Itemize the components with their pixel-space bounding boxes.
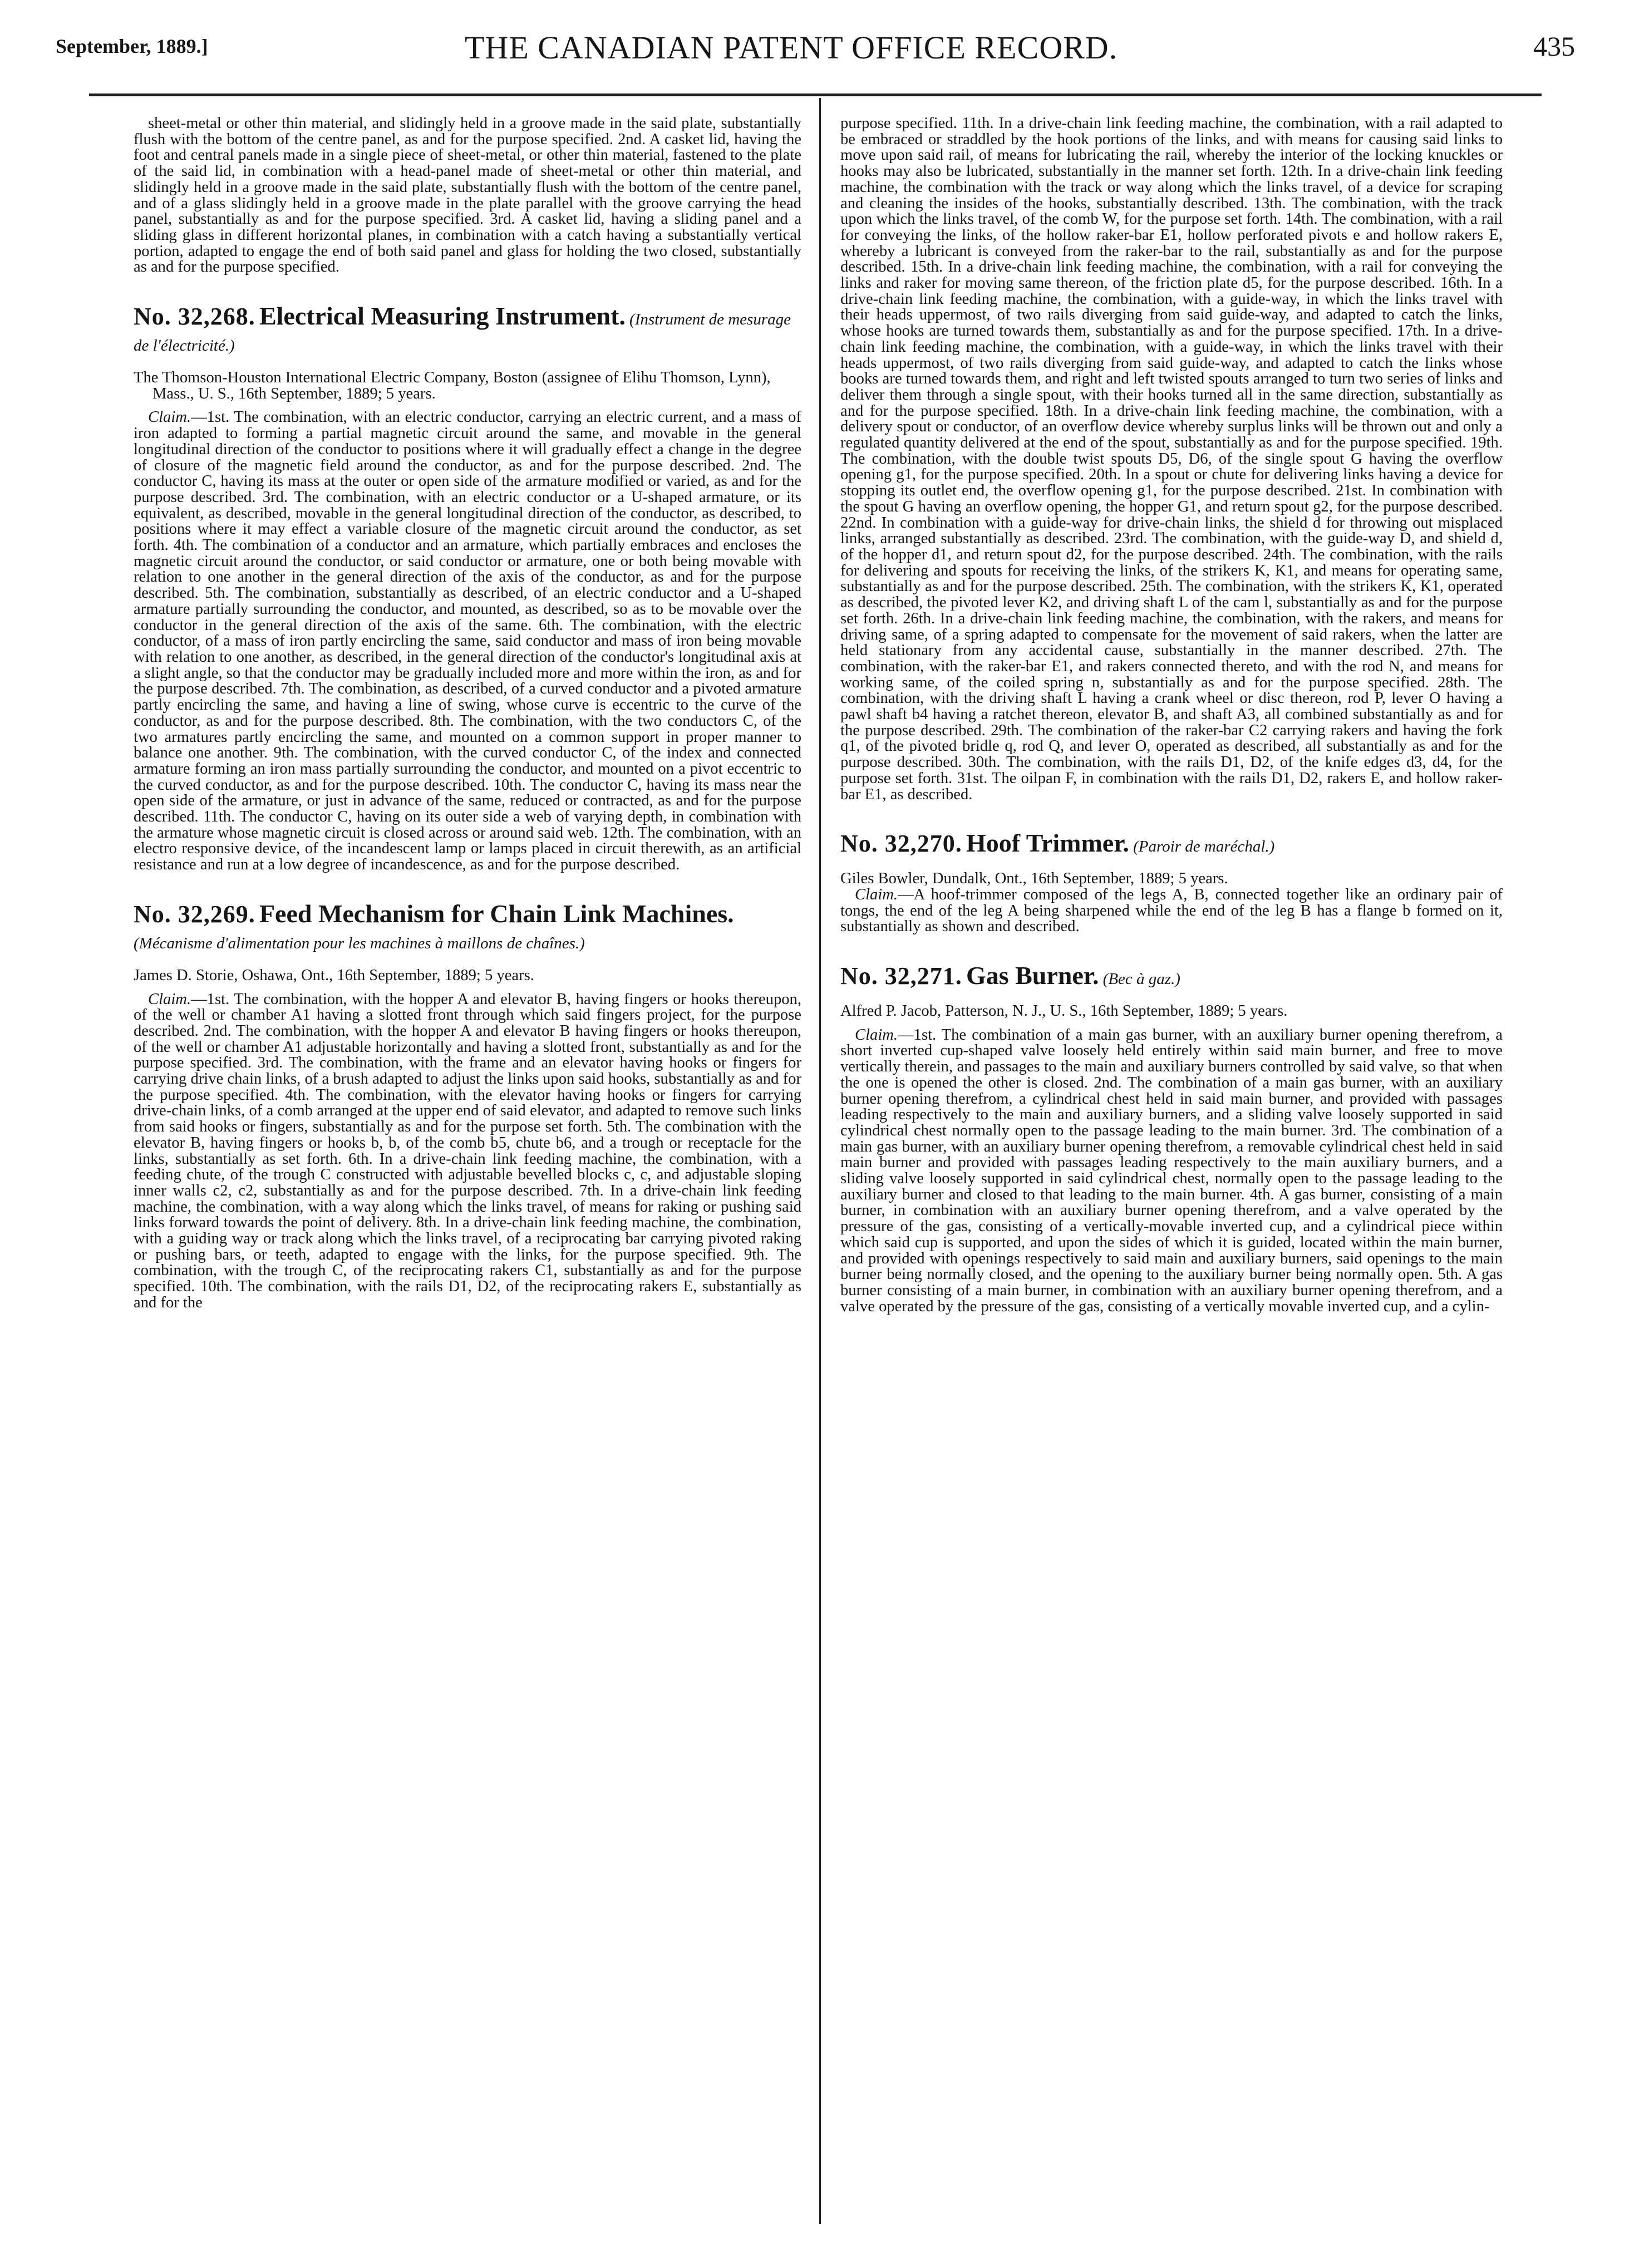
patent-claims: [840, 1027, 1503, 1315]
patent-assignee: James D. Storie, Oshawa, Ont., 16th September, 1889; 5 years.: [134, 966, 534, 984]
column-divider: [819, 98, 821, 2224]
claim-label: Claim.: [148, 990, 191, 1008]
continued-claim-text: purpose specified. 11th. In a drive-chain link feeding machine, the combination, with a rail adapted to be embraced or straddled by the hook portions of the links, and with means for causing said links to move upon said rail, of means for lubricating the rail, whereby the interior of the locking knuckles or hooks may also be lubricated, substantially in the manner set forth. 12th. In a drive-chain link feeding machine, the combination with the track or way along which the links travel, of a device for scraping and cleaning the insides of the hooks, substantially described. 13th. The combination, with the track upon which the links travel, of the comb W, for the purpose set forth. 14th. The combination, with a rail for conveying the links, of the hollow raker-bar E1, hollow perforated pivots e and hollow rakers E, whereby a lubricant is conveyed from the raker-bar to the rail, substantially as and for the purpose described. 15th. In a drive-chain link feeding machine, the combination, with a rail for conveying the links and raker for moving same thereon, of the friction plate d5, for the purpose described. 16th. In a drive-chain link feeding machine, the combination, with a guide-way, in which the links travel with their heads uppermost, of two rails diverging from said guide-way, and adapted to catch the links, whose hooks are turned towards them, substantially as and for the purpose specified. 17th. In a drive-chain link feeding machine, the combination, with a guide-way, in which the links travel with their heads uppermost, of two rails diverging from said guide-way, and adapted to catch the links whose books are turned towards them, and right and left twisted spouts arranged to turn two series of links and deliver them through a single spout, with their hooks turned all in the same direction, substantially as and for the purpose specified. 18th. In a drive-chain link feeding machine, the combination, with a delivery spout or conductor, of an overflow device whereby surplus links will be thrown out and only a regulated quantity delivered at the end of the spout, substantially as and for the purpose specified. 19th. The combination, with the double twist spouts D5, D6, of the single spout G having the overflow opening g1, for the purpose specified. 20th. In a spout or chute for delivering links having a device for stopping its outlet end, the overflow opening g1, for the purpose described. 21st. In combination with the spout G having an overflow opening, the hopper G1, and return spout g2, for the purpose described. 22nd. In combination with a guide-way for drive-chain links, the shield d for throwing out misplaced links, arranged substantially as described. 23rd. The combination, with the guide-way D, and shield d, of the hopper d1, and return spout d2, for the purpose described. 24th. The combination, with the rails for delivering and spouts for receiving the links, of the strikers K, K1, and means for operating same, substantially as and for the purpose described. 25th. The combination, with the strikers K, K1, operated as described, the pivoted lever K2, and driving shaft L of the cam l, substantially as and for the purpose set forth. 26th. In a drive-chain link feeding machine, the combination, with the rakers, and means for driving same, of a spring adapted to compensate for the movement of said rakers, when the latter are held stationary from any accidental cause, substantially in the manner described. 27th. The combination, with the raker-bar E1, and rakers connected thereto, and with the rod N, and means for working same, of the coiled spring n, substantially as and for the purpose specified. 28th. The combination, with the driving shaft L having a crank wheel or disc thereon, rod P, lever O having a pawl shaft b4 having a ratchet thereon, elevator B, and shaft A3, all combined substantially as and for the purpose described. 29th. The combination of the raker-bar C2 carrying rakers and having the fork q1, of the pivoted bridle q, rod Q, and lever O, operated as described, all substantially as and for the purpose described. 30th. The combination, with the rails D1, D2, of the knife edges d3, d4, for the purpose set forth. 31st. The oilpan F, in combination with the rails D1, D2, rakers E, and hollow raker-bar E1, as described.: [840, 115, 1503, 803]
patent-title: Feed Mechanism for Chain Link Machines.: [259, 899, 734, 928]
patent-assignee: The Thomson-Houston International Electric Company, Boston (assignee of Elihu Thomson, Lynn), Mass., U. S., 16th September, 1889; 5 years.: [134, 369, 771, 402]
patent-title: Electrical Measuring Instrument.: [259, 302, 626, 331]
patent-number: No. 32,269.: [134, 900, 255, 928]
patent-title: Gas Burner.: [966, 961, 1099, 990]
header-date: September, 1889.]: [56, 35, 208, 57]
patent-number: No. 32,271.: [840, 962, 962, 990]
page-number: 435: [1533, 31, 1575, 62]
journal-title: THE CANADIAN PATENT OFFICE RECORD.: [465, 29, 1118, 66]
patent-french-title: (Instrument de mesurage de l'électricité.): [134, 311, 791, 355]
continued-claim-text: sheet-metal or other thin material, and slidingly held in a groove made in the said plate, substantially flush with the bottom of the centre panel, as and for the purpose specified. 2nd. A casket lid, having the foot and central panels made in a single piece of sheet-metal, or other thin material, fastened to the plate of the said lid, in combination with a head-panel made of sheet-metal or other thin material, and slidingly held in a groove made in the said plate, substantially flush with the bottom of the centre panel, and of a glass slidingly held in a groove made in the plate parallel with the groove carrying the head panel, substantially as and for the purpose specified. 3rd. A casket lid, having a sliding panel and a sliding glass in different horizontal planes, in combination with a catch having a substantially vertical portion, adapted to engage the end of both said panel and glass for holding the two closed, substantially as and for the purpose specified.: [134, 115, 801, 276]
claim-label: Claim.: [148, 409, 191, 426]
patent-french-title: (Bec à gaz.): [1102, 970, 1180, 988]
patent-assignee: Alfred P. Jacob, Patterson, N. J., U. S., 16th September, 1889; 5 years.: [840, 1002, 1288, 1020]
claim-text: —1st. The combination, with the hopper A and elevator B, having fingers or hooks thereupon, of the well or chamber A1 having a slotted front through which said fingers project, for the purpose described. 2nd. The combination, with the hopper A and elevator B having fingers or hooks thereupon, of the well or chamber A1 adjustable horizontally and having a slotted front, substantially as and for the purpose specified. 3rd. The combination, with the frame and an elevator having hooks or fingers for carrying drive chain links, of a brush adapted to adjust the links upon said hooks, substantially as and for the purpose specified. 4th. The combination, with the elevator having hooks or fingers for carrying drive-chain links, of a comb arranged at the upper end of said elevator, and adapted to remove such links from said hooks or fingers, substantially as and for the purpose set forth. 5th. The combination with the elevator B, having fingers or hooks b, b, of the comb b5, chute b6, and a trough or receptacle for the links, substantially as set forth. 6th. In a drive-chain link feeding machine, the combination, with a feeding chute, of the trough C constructed with adjustable bevelled blocks c, c, and adjustable sloping inner walls c2, c2, substantially as and for the purpose described. 7th. In a drive-chain link feeding machine, the combination, with a way along which the links travel, of means for raking or pushing said links forward towards the point of delivery. 8th. In a drive-chain link feeding machine, the combination, with a guiding way or track along which the links travel, of a reciprocating bar carrying pivoted raking or pushing bars, or teeth, adapted to engage with the links, for the purpose specified. 9th. The combination, with the trough C, of the reciprocating rakers C1, substantially as and for the purpose specified. 10th. The combination, with the rails D1, D2, of the reciprocating rakers E, substantially as and for the: [134, 990, 801, 1311]
page-header: [56, 29, 1575, 68]
patent-claims: [134, 992, 801, 1311]
claim-label: Claim.: [855, 1026, 898, 1044]
patent-claims: [134, 410, 801, 873]
patent-32270-heading: [840, 830, 1503, 860]
top-rule: [89, 94, 1542, 96]
patent-32269-heading: [134, 901, 801, 957]
patent-32271-heading: [840, 963, 1503, 992]
left-column: [134, 116, 801, 1311]
claim-label: Claim.: [855, 885, 898, 903]
claim-text: —1st. The combination, with an electric conductor, carrying an electric current, and a mass of iron adapted to forming a partial magnetic circuit around the same, and movable in the general longitudinal direction of the conductor to positions where it will gradually effect a change in the degree of closure of the magnetic field around the conductor, as and for the purpose described. 2nd. The conductor C, having its mass at the outer or open side of the armature modified or varied, as and for the purpose described. 3rd. The combination, with an electric conductor or a U-shaped armature, or its equivalent, as described, movable in the general longitudinal direction of the conductor, as described, to positions where it may effect a variable closure of the magnetic circuit around the conductor, as set forth. 4th. The combination of a conductor and an armature, which partially embraces and encloses the magnetic circuit around the conductor, or said conductor or armature, one or both being movable with relation to one another in the general direction of the axis of the conductor, as and for the purpose described. 5th. The combination, substantially as described, of an electric conductor and a U-shaped armature partially surrounding the conductor, and mounted, as described, so as to be movable over the conductor in the general direction of the axis of the same. 6th. The combination, with the electric conductor, of a mass of iron partly encircling the same, said conductor and mass of iron being movable with relation to one another, as described, in the general direction of the conductor's longitudinal axis at a slight angle, so that the conductor may be gradually included more and more within the iron, as and for the purpose described. 7th. The combination, as described, of a curved conductor and a pivoted armature partly encircling the same, and having a line of swing, whose curve is eccentric to the curve of the conductor, as and for the purpose described. 8th. The combination, with the two conductors C, of the two armatures partly encircling the same, and mounted on a common support in proper manner to balance one another. 9th. The combination, with the curved conductor C, of the index and connected armature forming an iron mass partially surrounding the conductor, and mounted on a pivot eccentric to the curved conductor, as and for the purpose described. 10th. The conductor C, having its mass near the open side of the armature, or just in advance of the same, reduced or contracted, as and for the purpose described. 11th. The conductor C, having on its outer side a web of varying depth, in combination with the armature whose magnetic circuit is closed across or around said web. 12th. The combination, with an electro responsive device, of the incandescent lamp or lamps placed in circuit therewith, as an artificial resistance and run at a low degree of incandescence, as and for the purpose described.: [134, 409, 801, 874]
right-column: [840, 116, 1503, 1315]
patent-french-title: (Mécanisme d'alimentation pour les machines à maillons de chaînes.): [134, 934, 585, 952]
claim-text: —A hoof-trimmer composed of the legs A, B, connected together like an ordinary pair of tongs, the end of the leg A being sharpened while the end of the leg B has a flange b formed on it, substantially as shown and described.: [840, 885, 1503, 936]
patent-claims: [840, 887, 1503, 935]
patent-title: Hoof Trimmer.: [966, 829, 1129, 858]
claim-text: —1st. The combination of a main gas burner, with an auxiliary burner opening therefrom, a short inverted cup-shaped valve loosely held entirely within said main burner, and free to move vertically therein, and passages to the main and auxiliary burners controlled by said valve, so that when the one is opened the other is closed. 2nd. The combination of a main gas burner, with an auxiliary burner opening therefrom, a cylindrical chest held in said main burner, and provided with passages leading respectively to the main and auxiliary burners, and a sliding valve loosely supported in said cylindrical chest normally open to the passage leading to the main burner. 3rd. The combination of a main gas burner, with an auxiliary burner opening therefrom, a removable cylindrical chest held in said main burner and provided with passages leading respectively to the main auxiliary burners, and a sliding valve loosely supported in said cylindrical chest, normally open to the passage leading to the auxiliary burner and closed to that leading to the main burner. 4th. A gas burner, consisting of a main burner, in combination with an auxiliary burner opening therefrom, and a valve operated by the pressure of the gas, consisting of a vertically-movable inverted cup, and a cylindrical piece within which said cup is supported, and upon the sides of which it is guided, located within the main burner, and provided with openings respectively to said main and auxiliary burners, said openings to the main burner being normally closed, and the opening to the auxiliary burner being normally open. 5th. A gas burner consisting of a main burner, in combination with an auxiliary burner opening therefrom, and a valve operated by the pressure of the gas, consisting of a vertically movable inverted cup, and a cylin-: [840, 1026, 1503, 1315]
patent-number: No. 32,270.: [840, 830, 962, 858]
patent-number: No. 32,268.: [134, 303, 255, 331]
patent-french-title: (Paroir de maréchal.): [1133, 838, 1275, 856]
patent-32268-heading: [134, 303, 801, 359]
patent-assignee: Giles Bowler, Dundalk, Ont., 16th September, 1889; 5 years.: [840, 870, 1228, 888]
